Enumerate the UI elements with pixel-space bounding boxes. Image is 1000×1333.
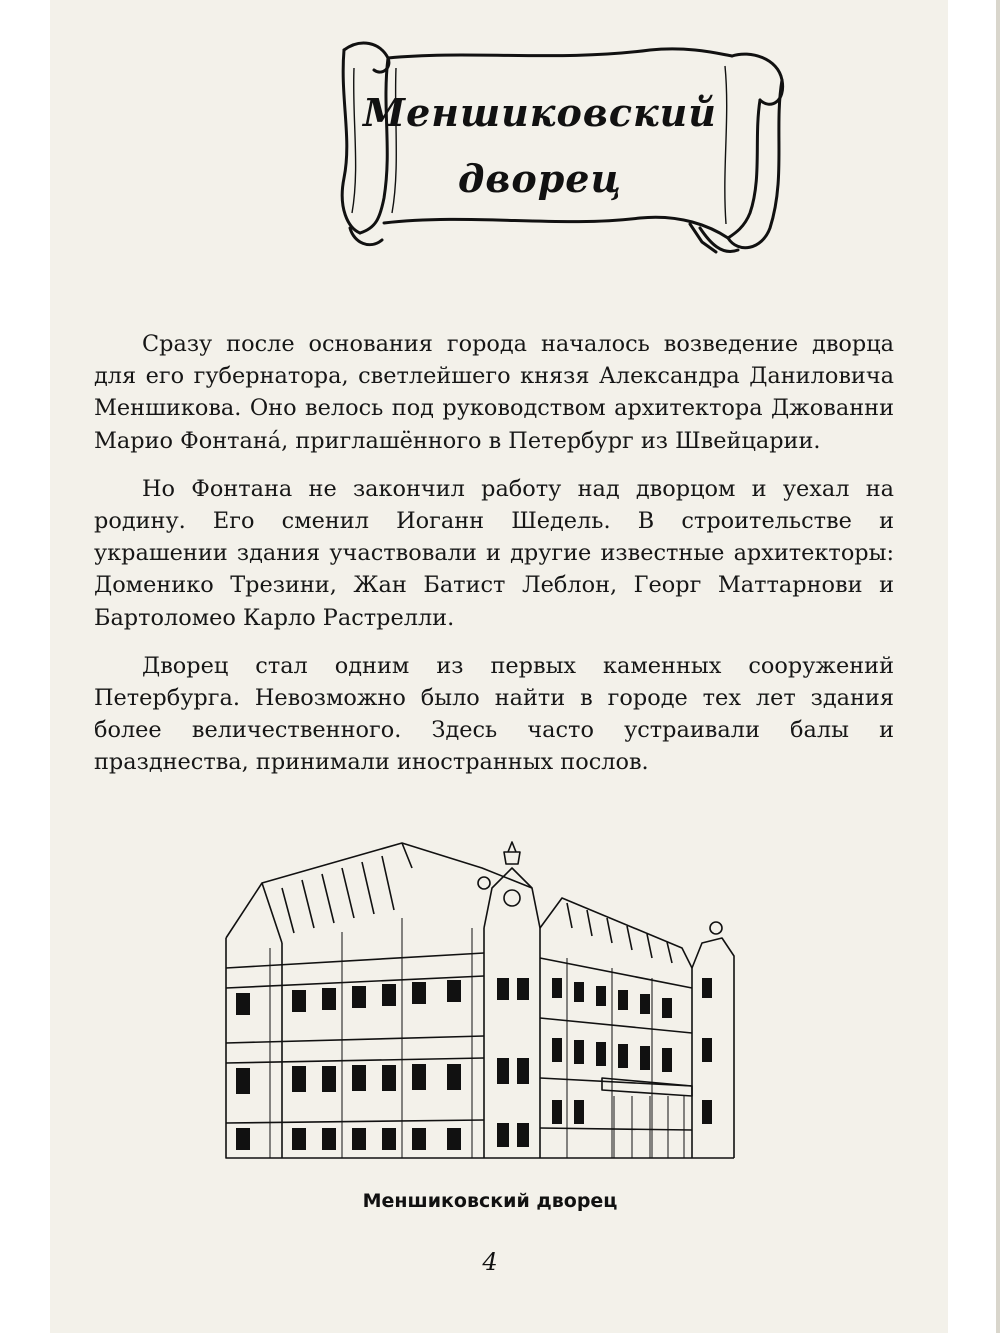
page-number: 4 [482, 1248, 498, 1276]
paragraph-3: Дворец стал одним из первых каменных сооружений Петербурга. Невозможно было найти в городе тех лет здания более величественного. Здесь часто устраивали балы и празднества, принимали иностранных послов. [94, 652, 894, 776]
title-scroll-banner [330, 28, 790, 263]
paragraph-2: Но Фонтана не закончил работу над дворцом и уехал на родину. Его сменил Иоганн Шедель. В строительстве и украшении здания участвовали и другие известные архитекторы: Доменико Трезини, Жан Батист Леблон, Георг Маттарнови и Бартоломео Карло Растрелли. [94, 475, 894, 631]
scroll-drawing [330, 28, 790, 263]
page-edge-shadow [996, 0, 1000, 1333]
paragraph-1: Сразу после основания города началось возведение дворца для его губернатора, светлейшего князя Александра Даниловича Меншикова. Оно велось под руководством архитектора Джованни Марио Фонтана́, приглашённого в Петербург из Швейцарии. [94, 331, 894, 454]
palace-drawing [222, 828, 752, 1166]
illustration-caption: Меншиковский дворец [362, 1190, 618, 1212]
palace-illustration [222, 828, 752, 1166]
title-line-1: Меншиковский [363, 90, 717, 135]
title-line-2: дворец [458, 156, 622, 201]
body-text [94, 328, 894, 795]
